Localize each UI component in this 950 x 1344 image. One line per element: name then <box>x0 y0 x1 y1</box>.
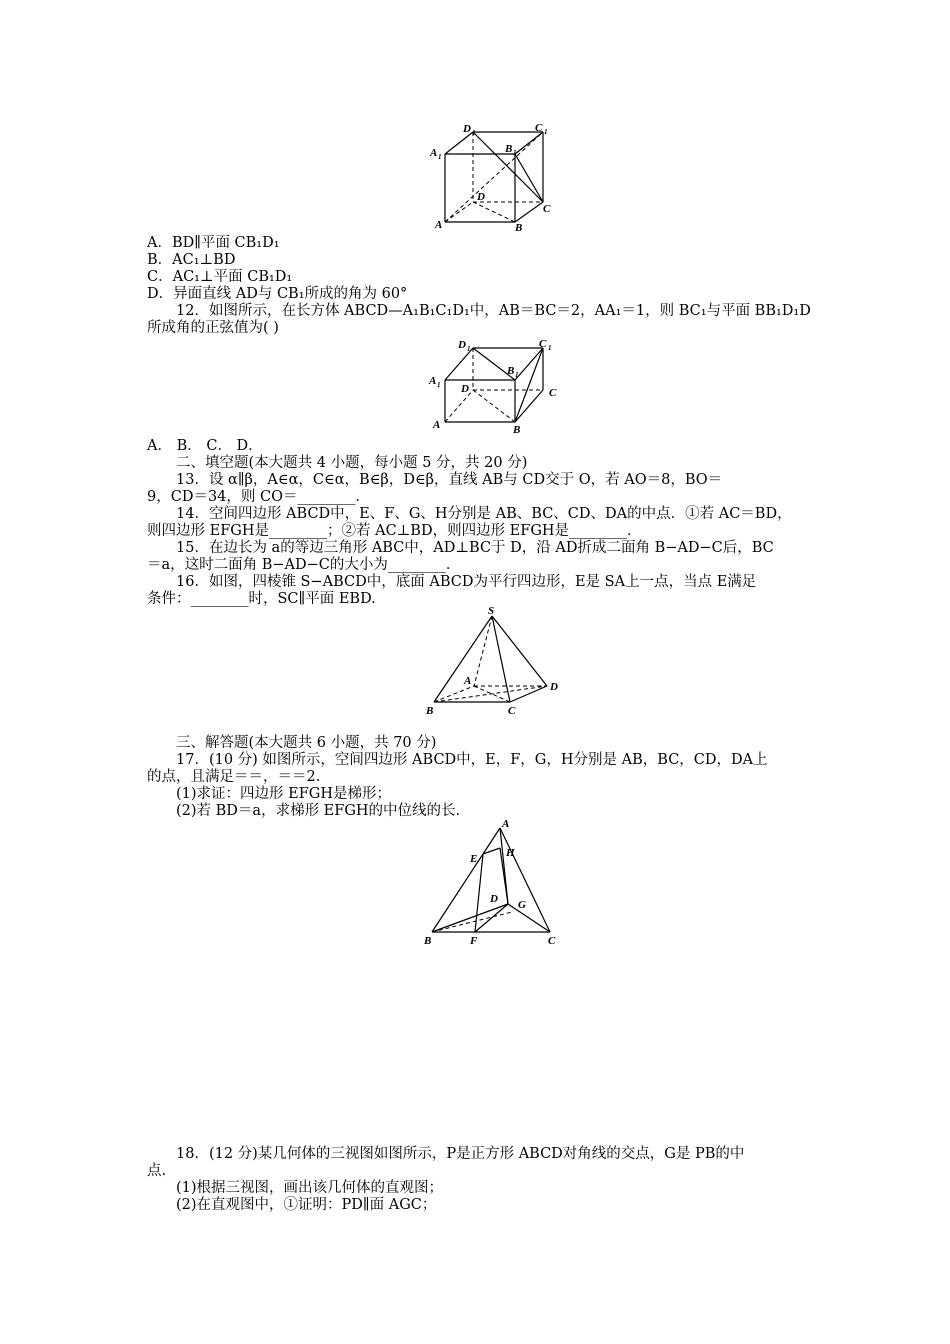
figure-vertex-label: D <box>477 191 485 203</box>
figure-vertex-label: C <box>548 935 556 946</box>
question-17-cont: 的点，且满足＝＝，＝＝2. <box>147 769 321 785</box>
question-16: 16．如图，四棱锥 S−ABCD中，底面 ABCD为平行四边形，E是 SA上一点，当点 E满足 <box>176 574 757 590</box>
question-12-cont: 所成角的正弦值为( ) <box>147 320 279 336</box>
question-18-part-2: (2)在直观图中，①证明：PD∥面 AGC； <box>176 1197 437 1213</box>
figure-vertex-label: C <box>543 203 551 215</box>
figure-vertex-label: B <box>426 705 434 716</box>
question-12: 12．如图所示，在长方体 ABCD—A₁B₁C₁D₁中，AB＝BC＝2，AA₁＝1，则 BC₁与平面 BB₁D₁D <box>176 303 811 319</box>
figure-tetrahedron <box>420 814 570 946</box>
figure-vertex-label: 1 <box>544 128 548 136</box>
figure-vertex-label: B <box>424 935 432 946</box>
figure-vertex-label: D <box>490 893 498 905</box>
figure-vertex-label: E <box>470 853 478 865</box>
question-17-part-1: (1)求证：四边形 EFGH是梯形； <box>176 786 392 802</box>
figure-pyramid <box>422 604 572 716</box>
question-13-cont: 9，CD＝34，则 CO＝________． <box>147 489 370 505</box>
section-2-heading: 二、填空题(本大题共 4 小题，每小题 5 分，共 20 分) <box>176 455 528 471</box>
figure-vertex-label: F <box>470 935 478 946</box>
figure-vertex-label: A <box>435 219 443 231</box>
figure-vertex-label: 1 <box>548 344 552 352</box>
question-14-cont: 则四边形 EFGH是________；②若 AC⊥BD，则四边形 EFGH是________． <box>147 523 642 539</box>
box-diagram <box>425 334 570 436</box>
question-16-cont: 条件：________时，SC∥平面 EBD. <box>147 591 376 607</box>
figure-vertex-label: B <box>507 365 515 377</box>
figure-vertex-label: C <box>539 338 547 350</box>
figure-vertex-label: D <box>458 339 466 351</box>
figure-vertex-label: C <box>535 122 543 134</box>
figure-vertex-label: G <box>518 899 526 911</box>
option-b: B．AC₁⊥BD <box>147 252 236 268</box>
figure-vertex-label: C <box>508 705 516 716</box>
figure-vertex-label: A <box>433 419 441 431</box>
question-13: 13．设 α∥β，A∈α，C∈α，B∈β，D∈β，直线 AB与 CD交于 O，若 AO＝8，BO＝ <box>176 472 723 488</box>
question-17: 17．(10 分) 如图所示，空间四边形 ABCD中，E，F，G，H分别是 AB，BC，CD，DA上 <box>176 752 768 768</box>
figure-vertex-label: A <box>429 375 437 387</box>
question-14: 14．空间四边形 ABCD中，E、F、G、H分别是 AB、BC、CD、DA的中点．①若 AC＝BD， <box>176 506 792 522</box>
question-17-part-2: (2)若 BD＝a，求梯形 EFGH的中位线的长. <box>176 803 461 819</box>
figure-vertex-label: H <box>506 847 515 859</box>
question-18-part-1: (1)根据三视图，画出该几何体的直观图； <box>176 1180 444 1196</box>
figure-vertex-label: C <box>549 387 557 399</box>
question-12-options: A． B． C． D． <box>147 438 263 454</box>
figure-vertex-label: B <box>513 424 521 436</box>
figure-vertex-label: D <box>461 383 469 395</box>
section-3-heading: 三、解答题(本大题共 6 小题，共 70 分) <box>176 735 437 751</box>
question-15: 15．在边长为 a的等边三角形 ABC中，AD⊥BC于 D，沿 AD折成二面角 B−AD−C后，BC <box>176 540 774 556</box>
figure-cube-1 <box>425 122 555 232</box>
figure-vertex-label: A <box>464 675 472 687</box>
option-c: C．AC₁⊥平面 CB₁D₁ <box>147 269 293 285</box>
figure-vertex-label: B <box>505 143 513 155</box>
figure-vertex-label: 1 <box>472 129 476 137</box>
figure-vertex-label: A <box>502 818 510 830</box>
figure-vertex-label: 1 <box>515 371 519 379</box>
question-18: 18．(12 分)某几何体的三视图如图所示，P是正方形 ABCD对角线的交点，G是 PB的中 <box>176 1146 745 1162</box>
figure-vertex-label: S <box>488 605 495 617</box>
figure-vertex-label: 1 <box>467 345 471 353</box>
label-D1: D <box>463 123 471 135</box>
figure-vertex-label: 1 <box>438 153 442 161</box>
figure-vertex-label: D <box>550 681 558 693</box>
cube-diagram-1 <box>425 122 555 232</box>
figure-vertex-label: B <box>515 222 523 232</box>
option-d: D．异面直线 AD与 CB₁所成的角为 60° <box>147 286 408 302</box>
tetrahedron-diagram <box>420 814 570 946</box>
question-18-cont: 点. <box>147 1163 167 1179</box>
option-a: A．BD∥平面 CB₁D₁ <box>147 235 280 251</box>
figure-vertex-label: 1 <box>437 381 441 389</box>
figure-vertex-label: A <box>430 147 438 159</box>
figure-vertex-label: 1 <box>513 149 517 157</box>
figure-box-2 <box>425 334 570 436</box>
pyramid-diagram <box>422 604 572 716</box>
question-15-cont: ＝a，这时二面角 B−AD−C的大小为________． <box>147 557 461 573</box>
